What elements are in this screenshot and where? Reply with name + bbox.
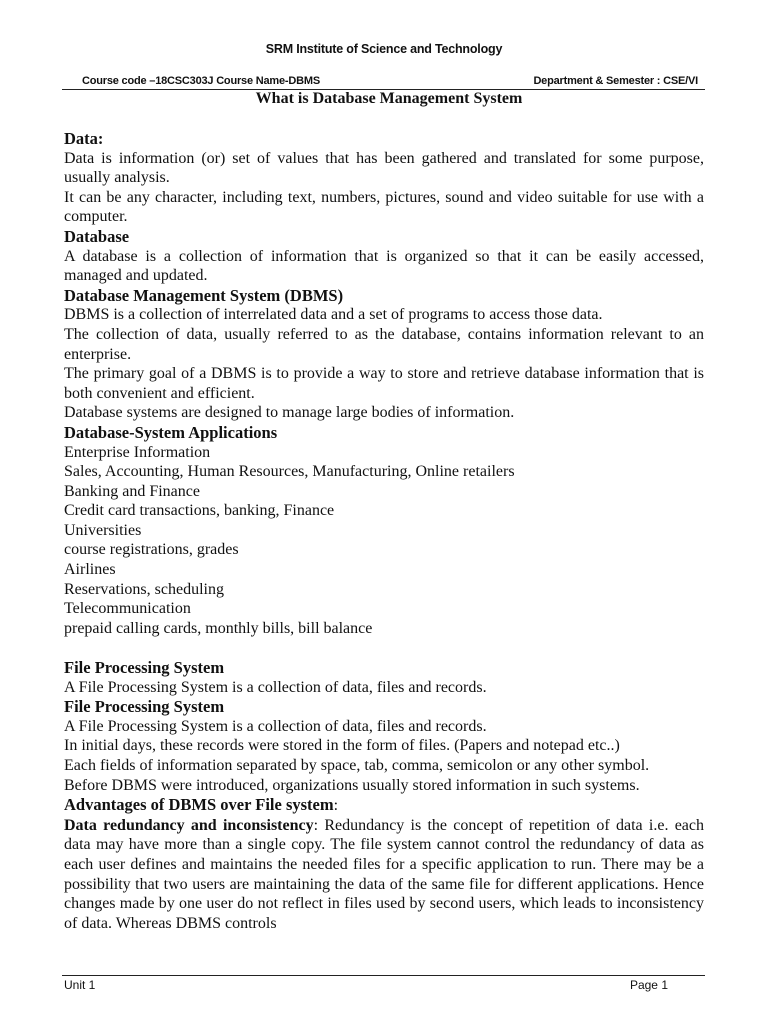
paragraph: It can be any character, including text, numbers, pictures, sound and video suitable for use with a computer. [64, 188, 704, 226]
list-item: prepaid calling cards, monthly bills, bill balance [64, 619, 373, 637]
advantages-heading-text: Advantages of DBMS over File system [64, 795, 334, 815]
footer-divider [62, 975, 705, 976]
list-item: Credit card transactions, banking, Finance [64, 502, 335, 520]
section-heading-applications: Database-System Applications [64, 422, 278, 442]
list-item: Banking and Finance [64, 482, 200, 500]
paragraph: Database systems are designed to manage large bodies of information. [64, 404, 515, 422]
list-item: Sales, Accounting, Human Resources, Manufacturing, Online retailers [64, 463, 515, 481]
redundancy-body: : Redundancy is the concept of repetition of data i.e. each data may have more than a single copy. The file system cannot control the redundancy of data as each user defines and maintains the needed files for a specific application to run. There may be a possibility that two users are maintaining the data of the same file for different applications. Hence changes made by one user do not reflect in files used by second users, which leads to inconsistency of data. Whereas DBMS controls [64, 816, 705, 932]
paragraph: The collection of data, usually referred to as the database, contains information relevant to an enterprise. [64, 325, 704, 363]
list-item: course registrations, grades [64, 541, 239, 559]
list-item: Reservations, scheduling [64, 580, 224, 598]
course-info: Course code –18CSC303J Course Name-DBMS [82, 75, 320, 87]
section-heading-dbms: Database Management System (DBMS) [64, 285, 344, 305]
footer-unit: Unit 1 [64, 978, 96, 992]
list-item: Telecommunication [64, 600, 191, 618]
section-heading-file-processing: File Processing System [64, 658, 225, 678]
paragraph: DBMS is a collection of interrelated data and a set of programs to access those data. [64, 306, 603, 324]
paragraph: The primary goal of a DBMS is to provide a way to store and retrieve database information that is both convenient and efficient. [64, 365, 704, 402]
paragraph: In initial days, these records were stored in the form of files. (Papers and notepad etc..) [64, 737, 620, 755]
section-heading-file-processing-2: File Processing System [64, 697, 225, 717]
list-item: Enterprise Information [64, 443, 211, 461]
list-item: Airlines [64, 561, 116, 579]
paragraph: A File Processing System is a collection of data, files and records. [64, 717, 487, 735]
paragraph: A File Processing System is a collection of data, files and records. [64, 678, 487, 696]
paragraph: Data is information (or) set of values that has been gathered and translated for some purpose, usually analysis. [64, 149, 704, 187]
paragraph: Each fields of information separated by space, tab, comma, semicolon or any other symbol. [64, 757, 650, 774]
institute-name: SRM Institute of Science and Technology [265, 42, 503, 56]
section-heading-advantages [64, 795, 704, 816]
document-body [64, 129, 704, 933]
footer-page-number: Page 1 [629, 978, 668, 992]
section-heading-data: Data: [64, 129, 104, 148]
department-info: Department & Semester : CSE/VI [533, 75, 698, 87]
advantages-heading-colon: : [333, 797, 339, 815]
redundancy-lead: Data redundancy and inconsistency [64, 816, 314, 834]
section-heading-database: Database [64, 226, 130, 246]
page-title: What is Database Management System [255, 90, 523, 107]
blank-line [64, 638, 704, 658]
paragraph [64, 816, 704, 934]
paragraph: A database is a collection of information that is organized so that it can be easily accessed, managed and updated. [64, 247, 704, 285]
list-item: Universities [64, 521, 142, 539]
paragraph: Before DBMS were introduced, organizations usually stored information in such systems. [64, 776, 640, 794]
